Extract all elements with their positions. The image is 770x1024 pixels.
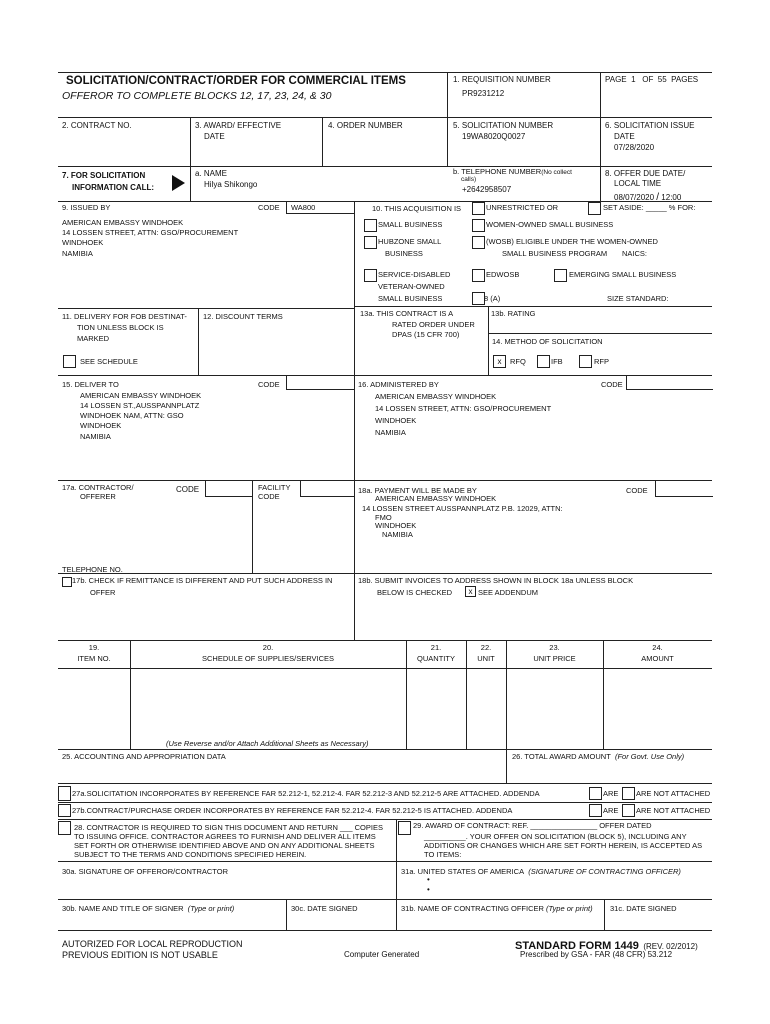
edwosb-checkbox[interactable] — [472, 269, 485, 282]
addenda-are-label-2: ARE — [603, 806, 619, 815]
computer-generated: Computer Generated — [344, 950, 420, 959]
authorized-reproduction: AUTORIZED FOR LOCAL REPRODUCTION — [62, 939, 243, 949]
invoice-label: 18b. SUBMIT INVOICES TO ADDRESS SHOWN IN BLOCK 18a UNLESS BLOCK — [358, 576, 634, 585]
acquisition-label: 10. THIS ACQUISITION IS — [372, 204, 462, 213]
schedule-number: 20. — [262, 643, 274, 652]
table-note: (Use Reverse and/or Attach Additional Sheets as Necessary) — [166, 739, 369, 748]
contractor-sign-label-4: SUBJECT TO THE TERMS AND CONDITIONS SPECIFIED HEREIN. — [74, 850, 307, 859]
rated-order-label: 13a. THIS CONTRACT IS A — [360, 309, 454, 318]
emerging-label: EMERGING SMALL BUSINESS — [569, 270, 677, 279]
issue-date-label-2: DATE — [614, 132, 635, 141]
delivery-label-3: MARKED — [77, 334, 110, 343]
administered-address-3: WINDHOEK — [375, 416, 417, 425]
amount-header: AMOUNT — [641, 654, 674, 663]
see-schedule-checkbox[interactable] — [63, 355, 76, 368]
contractor-label: 17a. CONTRACTOR/ — [62, 483, 134, 492]
addenda-are-not-checkbox-1[interactable] — [622, 787, 635, 800]
date-signed-label-31c: 31c. DATE SIGNED — [610, 904, 677, 913]
previous-edition: PREVIOUS EDITION IS NOT USABLE — [62, 950, 218, 960]
order-number-label: 4. ORDER NUMBER — [328, 121, 403, 130]
facility-code-label: FACILITY — [258, 483, 291, 492]
hubzone-checkbox[interactable] — [364, 236, 377, 249]
award-label-3: ADDITIONS OR CHANGES WHICH ARE SET FORTH HEREIN, IS ACCEPTED AS — [424, 841, 703, 850]
deliver-to-address-2: 14 LOSSEN ST.,AUSSPANNPLATZ — [80, 401, 200, 410]
award-label-2: __________. YOUR OFFER ON SOLICITATION (BLOCK 5), INCLUDING ANY — [424, 832, 687, 841]
quantity-number: 21. — [430, 643, 442, 652]
item-no-number: 19. — [88, 643, 100, 652]
rated-order-label-3: DPAS (15 CFR 700) — [392, 330, 460, 339]
sdvosb-checkbox[interactable] — [364, 269, 377, 282]
ifb-label: IFB — [551, 357, 563, 366]
delivery-label-2: TION UNLESS BLOCK IS — [77, 323, 164, 332]
administered-address-4: NAMIBIA — [375, 428, 406, 437]
award-label-1: 29. AWARD OF CONTRACT: REF. ________________ OFFER DATED — [413, 821, 652, 830]
solicitation-incorp-checkbox[interactable] — [58, 786, 71, 801]
facility-code-box — [300, 480, 355, 497]
administered-code-box — [626, 375, 713, 390]
addenda-are-checkbox-2[interactable] — [589, 804, 602, 817]
unit-price-header: UNIT PRICE — [533, 654, 576, 663]
info-call-label-2: INFORMATION CALL: — [72, 183, 155, 192]
item-no-header: ITEM NO. — [77, 654, 111, 663]
requisition-number: PR9231212 — [462, 89, 505, 98]
addenda-are-not-label-2: ARE NOT ATTACHED — [636, 806, 711, 815]
rated-order-label-2: RATED ORDER UNDER — [392, 320, 475, 329]
deliver-to-address-5: NAMIBIA — [80, 432, 111, 441]
wosb-label-2: SMALL BUSINESS PROGRAM — [502, 249, 608, 258]
payment-address-3: FMO — [375, 513, 392, 522]
total-award-label: 26. TOTAL AWARD AMOUNT (For Govt. Use Only) — [512, 752, 685, 761]
award-date-label: 3. AWARD/ EFFECTIVE — [195, 121, 282, 130]
unit-number: 22. — [480, 643, 492, 652]
remittance-label-2: OFFER — [90, 588, 116, 597]
payment-label: 18a. PAYMENT WILL BE MADE BY — [358, 486, 477, 495]
deliver-to-code-label: CODE — [258, 380, 280, 389]
signer-name-label: 30b. NAME AND TITLE OF SIGNER (Type or print) — [62, 904, 235, 913]
see-addendum-checkbox[interactable]: x — [465, 586, 476, 597]
eight-a-label: 8 (A) — [484, 294, 501, 303]
delivery-label: 11. DELIVERY FOR FOB DESTINAT- — [62, 312, 187, 321]
payment-address-1: AMERICAN EMBASSY WINDHOEK — [375, 494, 497, 503]
hubzone-label-2: BUSINESS — [385, 249, 423, 258]
offer-due-label: 8. OFFER DUE DATE/ — [605, 169, 686, 178]
see-addendum-label: SEE ADDENDUM — [478, 588, 539, 597]
solicitation-incorp-label: 27a.SOLICITATION INCORPORATES BY REFERENCE FAR 52.212-1, 52.212-4. FAR 52.212-3 AND 52.212-5 ARE ATTACHED. ADDENDA — [72, 789, 540, 798]
payment-address-2: 14 LOSSEN STREET AUSSPANNPLATZ P.B. 12029, ATTN: — [362, 504, 563, 513]
issued-by-code: WA800 — [291, 203, 316, 212]
women-owned-label: WOMEN-OWNED SMALL BUSINESS — [486, 220, 614, 229]
rfq-label: RFQ — [510, 357, 526, 366]
telephone-label: b. TELEPHONE NUMBER(No collect — [453, 167, 572, 176]
contractor-sign-label-2: TO ISSUING OFFICE. CONTRACTOR AGREES TO FURNISH AND DELIVER ALL ITEMS — [74, 832, 376, 841]
amount-number: 24. — [652, 643, 663, 652]
ifb-checkbox[interactable] — [537, 355, 550, 368]
standard-form: STANDARD FORM 1449 (REV. 02/2012) — [515, 940, 698, 952]
issue-date-label: 6. SOLICITATION ISSUE — [605, 121, 695, 130]
edwosb-label: EDWOSB — [486, 270, 520, 279]
payment-address-4: WINDHOEK — [375, 521, 417, 530]
solicitation-number-label: 5. SOLICITATION NUMBER — [453, 121, 554, 130]
payment-code-label: CODE — [626, 486, 648, 495]
set-aside-checkbox[interactable] — [588, 202, 601, 215]
rfp-label: RFP — [594, 357, 609, 366]
rating-label: 13b. RATING — [491, 309, 536, 318]
page-indicator: PAGE 1 OF 55 PAGES — [605, 75, 699, 84]
contract-incorp-label: 27b.CONTRACT/PURCHASE ORDER INCORPORATES BY REFERENCE FAR 52.212-4. FAR 52.212-5 IS ATTACHED. ADDENDA — [72, 806, 513, 815]
offeror-signature-label: 30a. SIGNATURE OF OFFEROR/CONTRACTOR — [62, 867, 228, 876]
unrestricted-checkbox[interactable] — [472, 202, 485, 215]
rfp-checkbox[interactable] — [579, 355, 592, 368]
telephone-note: calls) — [461, 176, 477, 183]
deliver-to-address-1: AMERICAN EMBASSY WINDHOEK — [80, 391, 202, 400]
payment-code-box — [655, 480, 713, 497]
info-call-label: 7. FOR SOLICITATION — [62, 171, 146, 180]
quantity-header: QUANTITY — [417, 654, 455, 663]
unit-price-number: 23. — [549, 643, 560, 652]
sdvosb-label: SERVICE-DISABLED — [378, 270, 451, 279]
small-business-checkbox[interactable] — [364, 219, 377, 232]
issued-by-address-2: 14 LOSSEN STREET, ATTN: GSO/PROCUREMENT — [62, 228, 239, 237]
telephone-number: +2642958507 — [462, 185, 512, 194]
deliver-to-address-3: WINDHOEK NAM, ATTN: GSO — [80, 411, 184, 420]
rfq-checkbox[interactable]: x — [493, 355, 506, 368]
bullet-1: • — [427, 875, 430, 884]
issued-by-address-4: NAMIBIA — [62, 249, 93, 258]
contact-name-label: a. NAME — [195, 169, 228, 178]
method-label: 14. METHOD OF SOLICITATION — [492, 337, 603, 346]
usa-signature-label: 31a. UNITED STATES OF AMERICA (SIGNATURE OF CONTRACTING OFFICER) — [401, 867, 681, 876]
addenda-are-not-label-1: ARE NOT ATTACHED — [636, 789, 711, 798]
solicitation-number: 19WA8020Q0027 — [462, 132, 526, 141]
contractor-sign-label-1: 28. CONTRACTOR IS REQUIRED TO SIGN THIS DOCUMENT AND RETURN ___ COPIES — [74, 823, 383, 832]
contract-no-label: 2. CONTRACT NO. — [62, 121, 132, 130]
wosb-label: (WOSB) ELIGIBLE UNDER THE WOMEN-OWNED — [486, 237, 658, 246]
contract-incorp-checkbox[interactable] — [58, 804, 71, 817]
addenda-are-checkbox-1[interactable] — [589, 787, 602, 800]
administered-by-label: 16. ADMINISTERED BY — [358, 380, 439, 389]
telephone-no-label: TELEPHONE NO. — [62, 565, 123, 574]
contracting-officer-label: 31b. NAME OF CONTRACTING OFFICER (Type or print) — [401, 904, 593, 913]
discount-terms-label: 12. DISCOUNT TERMS — [203, 312, 283, 321]
award-checkbox[interactable] — [398, 821, 411, 835]
remittance-checkbox[interactable] — [62, 577, 72, 587]
administered-address-1: AMERICAN EMBASSY WINDHOEK — [375, 392, 497, 401]
arrow-right-icon — [172, 175, 185, 191]
deliver-to-label: 15. DELIVER TO — [62, 380, 119, 389]
unit-header: UNIT — [477, 654, 495, 663]
invoice-label-2: BELOW IS CHECKED — [377, 588, 453, 597]
form-title: SOLICITATION/CONTRACT/ORDER FOR COMMERCIAL ITEMS — [66, 75, 406, 87]
form-subtitle: OFFEROR TO COMPLETE BLOCKS 12, 17, 23, 24, & 30 — [62, 90, 332, 102]
naics-label: NAICS: — [622, 249, 648, 258]
women-owned-checkbox[interactable] — [472, 219, 485, 232]
issued-by-address-3: WINDHOEK — [62, 238, 104, 247]
unrestricted-label: UNRESTRICTED OR — [486, 203, 559, 212]
emerging-checkbox[interactable] — [554, 269, 567, 282]
contractor-code-box — [205, 480, 253, 497]
deliver-to-address-4: WINDHOEK — [80, 421, 122, 430]
schedule-header: SCHEDULE OF SUPPLIES/SERVICES — [202, 654, 334, 663]
issued-by-address-1: AMERICAN EMBASSY WINDHOEK — [62, 218, 184, 227]
addenda-are-not-checkbox-2[interactable] — [622, 804, 635, 817]
see-schedule-label: SEE SCHEDULE — [80, 357, 138, 366]
issued-by-code-label: CODE — [258, 203, 280, 212]
contractor-sign-checkbox[interactable] — [58, 821, 71, 835]
bullet-2: • — [427, 885, 430, 894]
offer-due-label-2: LOCAL TIME — [614, 179, 662, 188]
accounting-label: 25. ACCOUNTING AND APPROPRIATION DATA — [62, 752, 226, 761]
wosb-checkbox[interactable] — [472, 236, 485, 249]
prescribed-by: Prescribed by GSA - FAR (48 CFR) 53.212 — [520, 950, 673, 959]
date-signed-label-30c: 30c. DATE SIGNED — [291, 904, 358, 913]
contractor-code-label: CODE — [176, 485, 200, 494]
set-aside-label: SET ASIDE: _____ % FOR: — [603, 203, 696, 212]
issued-by-label: 9. ISSUED BY — [62, 203, 111, 212]
award-date-label-2: DATE — [204, 132, 225, 141]
contractor-label-2: OFFERER — [80, 492, 116, 501]
issue-date: 07/28/2020 — [614, 143, 655, 152]
offer-due-datetime: 08/07/2020 / 12:00 — [614, 192, 682, 203]
requisition-label: 1. REQUISITION NUMBER — [453, 75, 551, 84]
administered-address-2: 14 LOSSEN STREET, ATTN: GSO/PROCUREMENT — [375, 404, 552, 413]
addenda-are-label-1: ARE — [603, 789, 619, 798]
award-label-4: TO ITEMS: — [424, 850, 462, 859]
contractor-sign-label-3: SET FORTH OR OTHERWISE IDENTIFIED ABOVE AND ON ANY ADDITIONAL SHEETS — [74, 841, 375, 850]
remittance-label: 17b. CHECK IF REMITTANCE IS DIFFERENT AND PUT SUCH ADDRESS IN — [72, 576, 333, 585]
administered-code-label: CODE — [601, 380, 623, 389]
facility-code-label-2: CODE — [258, 492, 280, 501]
sdvosb-label-3: SMALL BUSINESS — [378, 294, 443, 303]
contact-name: Hilya Shikongo — [204, 180, 258, 189]
small-business-label: SMALL BUSINESS — [378, 220, 443, 229]
size-standard-label: SIZE STANDARD: — [607, 294, 669, 303]
payment-address-5: NAMIBIA — [382, 530, 413, 539]
hubzone-label: HUBZONE SMALL — [378, 237, 442, 246]
deliver-to-code-box — [286, 375, 355, 390]
sdvosb-label-2: VETERAN-OWNED — [378, 282, 445, 291]
